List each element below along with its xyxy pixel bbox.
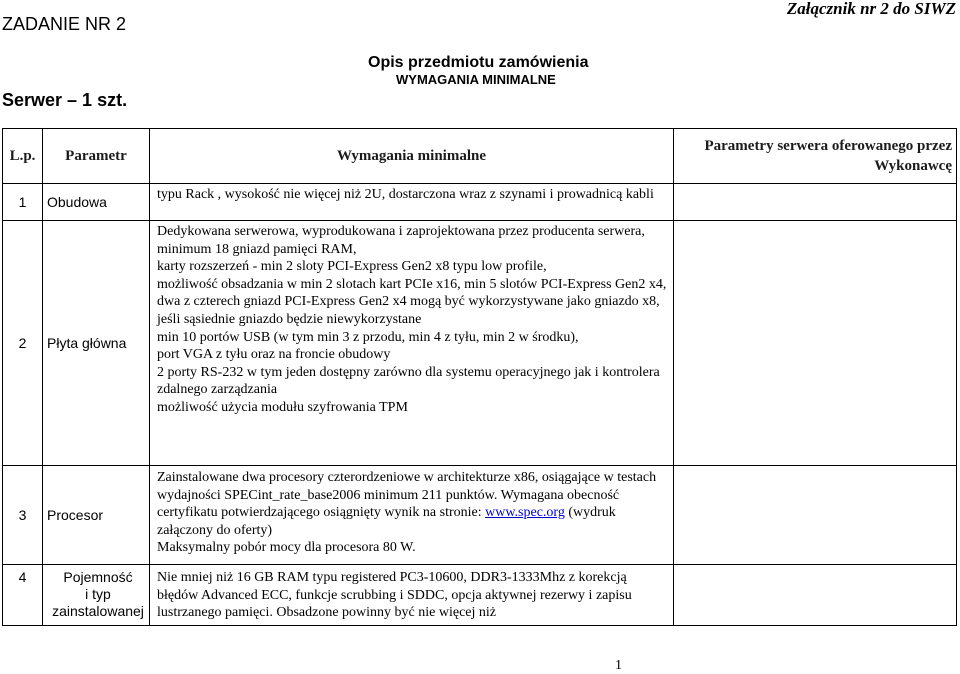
offer-cell [674, 565, 957, 626]
row-number: 4 [3, 565, 43, 626]
spec-link[interactable]: www.spec.org [485, 505, 565, 521]
table-row [3, 184, 957, 221]
row-requirement [150, 466, 674, 565]
parameter-line: zainstalowanej [52, 603, 144, 619]
requirements-table [2, 128, 957, 626]
document-title: Opis przedmiotu zamówienia [368, 54, 589, 71]
column-header-lp: L.p. [3, 129, 43, 184]
row-requirement [150, 221, 674, 466]
requirement-line: Maksymalny pobór mocy dla procesora 80 W. [157, 540, 416, 556]
table-row [3, 221, 957, 466]
table-row [3, 565, 957, 626]
row-requirement: typu Rack , wysokość nie więcej niż 2U, dostarczona wraz z szynami i prowadnicą kabli [150, 184, 674, 221]
requirement-line: możliwość obsadzania w min 2 slotach kart PCIe x16, min 5 slotów PCI-Express Gen2 x4, dwa z czterech gniazd PCI-Express Gen2 x4 mogą być wykorzystywane jako gniazdo x8, jeśli sąsiednie gniazdo będzie niewykorzystane [157, 276, 667, 327]
row-number: 1 [3, 184, 43, 221]
page-number: 1 [615, 658, 622, 673]
item-heading: Serwer – 1 szt. [2, 90, 128, 110]
requirement-text: Zainstalowane dwa procesory czterordzeniowe w architekturze x86, osiągające w testach wydajności SPECint_rate_base2006 minimum 211 punktów. Wymagana obecność certyfikatu potwierdzającego osiągnięty wynik na stronie: [157, 470, 657, 521]
parameter-line: Pojemność [63, 569, 133, 585]
column-header-wymagania: Wymagania minimalne [150, 129, 674, 184]
requirement-line: Dedykowana serwerowa, wyprodukowana i zaprojektowana przez producenta serwera, [157, 224, 645, 239]
row-number: 3 [3, 466, 43, 565]
offer-cell [674, 221, 957, 466]
column-header-parametr: Parametr [43, 129, 150, 184]
attachment-label: Załącznik nr 2 do SIWZ [786, 0, 956, 18]
requirement-line: port VGA z tyłu oraz na froncie obudowy [157, 347, 391, 363]
task-number: ZADANIE NR 2 [2, 14, 127, 34]
requirement-line: min 10 portów USB (w tym min 3 z przodu, min 4 z tyłu, min 2 w środku), [157, 329, 579, 345]
row-requirement: Nie mniej niż 16 GB RAM typu registered PC3-10600, DDR3-1333Mhz z korekcją błędów Advanced ECC, funkcje scrubbing i SDDC, opcja aktywnej rezerwy i zapisu lustrzanego pamięci. Obsadzone powinny być nie więcej niż [150, 565, 674, 626]
requirement-line: minimum 18 gniazd pamięci RAM, [157, 241, 357, 257]
document-subtitle: WYMAGANIA MINIMALNE [396, 72, 556, 87]
parameter-line: i typ [85, 586, 111, 602]
requirement-text: (wydruk załączony do oferty) [157, 505, 616, 538]
row-number: 2 [3, 221, 43, 466]
offer-cell [674, 466, 957, 565]
table-row [3, 466, 957, 565]
table-header-row [3, 129, 957, 184]
row-parameter [43, 565, 150, 626]
requirement-line: możliwość użycia modułu szyfrowania TPM [157, 399, 408, 415]
row-parameter: Obudowa [43, 184, 150, 221]
column-header-oferowane: Parametry serwera oferowanego przez Wykonawcę [674, 129, 957, 184]
row-parameter: Procesor [43, 466, 150, 565]
offer-cell [674, 184, 957, 221]
requirement-line: 2 porty RS-232 w tym jeden dostępny zarówno dla systemu operacyjnego jak i kontrolera zdalnego zarządzania [157, 364, 660, 398]
requirement-line: karty rozszerzeń - min 2 sloty PCI-Express Gen2 x8 typu low profile, [157, 259, 547, 275]
row-parameter: Płyta główna [43, 221, 150, 466]
